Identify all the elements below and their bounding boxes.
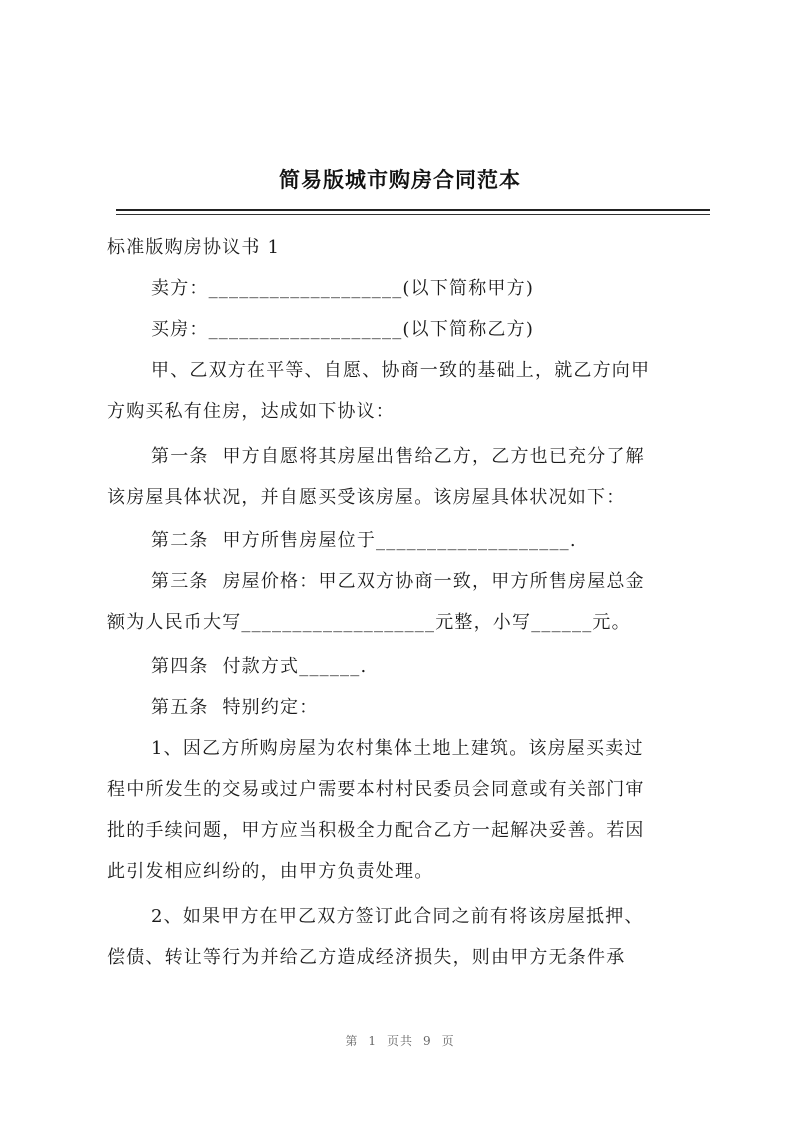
footer-middle: 页共 [386, 1034, 413, 1048]
footer-prefix: 第 [345, 1034, 359, 1048]
title-divider-thin [116, 214, 710, 215]
article-5-line: 第五条 特别约定： [151, 697, 319, 718]
clause-2-line: 2、如果甲方在甲乙双方签订此合同之前有将该房屋抵押、 [151, 906, 644, 927]
article-3-line: 额为人民币大写___________________元整，小写______元。 [107, 612, 631, 633]
footer-total-pages: 9 [423, 1034, 432, 1048]
page-footer [0, 1032, 800, 1049]
footer-page-number: 1 [368, 1034, 377, 1048]
footer-suffix: 页 [441, 1034, 455, 1048]
article-2-line: 第二条 甲方所售房屋位于___________________. [151, 530, 577, 551]
clause-1-line: 批的手续问题，甲方应当积极全力配合乙方一起解决妥善。若因 [107, 820, 645, 841]
buyer-line: 买房：___________________(以下简称乙方) [151, 319, 535, 340]
clause-1-line: 程中所发生的交易或过户需要本村村民委员会同意或有关部门审 [107, 779, 645, 800]
article-1-line: 第一条 甲方自愿将其房屋出售给乙方，乙方也已充分了解 [151, 446, 645, 467]
article-3-line: 第三条 房屋价格：甲乙双方协商一致，甲方所售房屋总金 [151, 571, 645, 592]
seller-line: 卖方：___________________(以下简称甲方) [151, 278, 535, 299]
section-heading: 标准版购房协议书 1 [107, 237, 281, 258]
clause-2-line: 偿债、转让等行为并给乙方造成经济损失，则由甲方无条件承 [107, 947, 626, 968]
article-4-line: 第四条 付款方式______. [151, 656, 368, 677]
clause-1-line: 1、因乙方所购房屋为农村集体土地上建筑。该房屋买卖过 [151, 738, 644, 759]
title-divider-thick [116, 209, 710, 211]
paragraph-line: 甲、乙双方在平等、自愿、协商一致的基础上，就乙方向甲 [151, 360, 651, 381]
article-1-line: 该房屋具体状况，并自愿买受该房屋。该房屋具体状况如下： [107, 487, 626, 508]
paragraph-line: 方购买私有住房，达成如下协议： [107, 401, 395, 422]
clause-1-line: 此引发相应纠纷的，由甲方负责处理。 [107, 861, 434, 882]
document-title: 简易版城市购房合同范本 [279, 168, 521, 192]
